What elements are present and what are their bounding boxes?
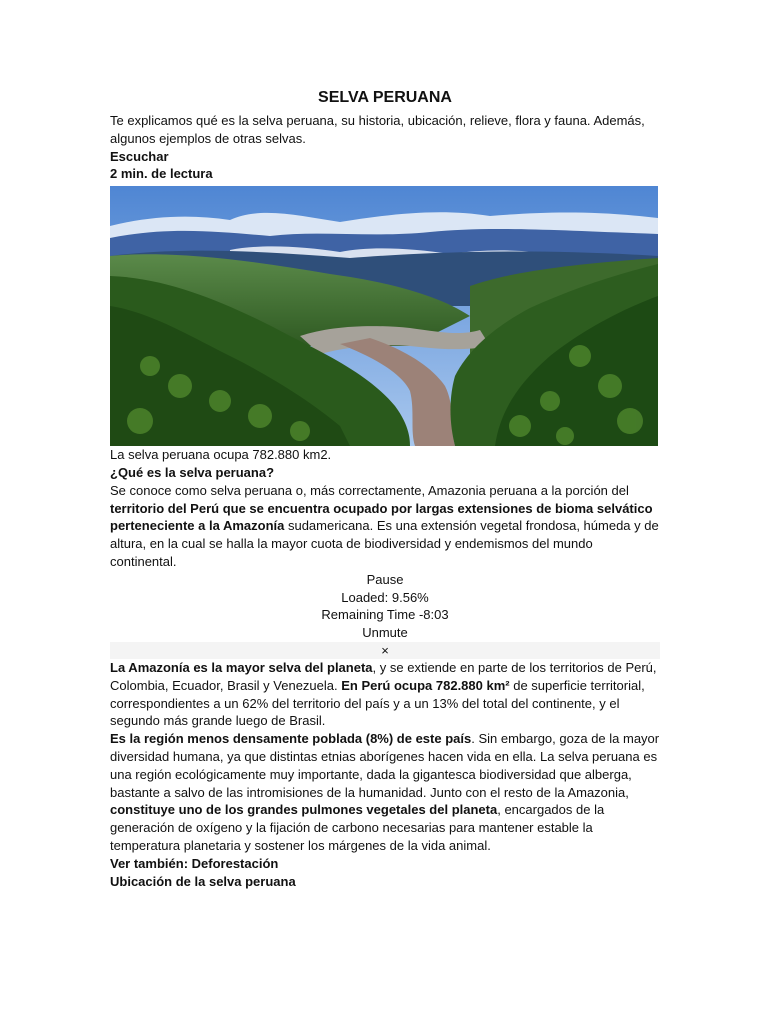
paragraph-definition: Se conoce como selva peruana o, más correctamente, Amazonia peruana a la porción del territorio del Perú que se encuentra ocupado por largas extensiones de bioma selvático perteneciente a la Amazonía sudamericana. Es una extensión vegetal frondosa, húmeda y de altura, en la cual se halla la mayor cuota de biodiversidad y endemismos del mundo continental. — [110, 482, 659, 569]
document-title: SELVA PERUANA — [318, 89, 452, 106]
remaining-time: Remaining Time -8:03 — [321, 607, 449, 623]
section-heading-what-is: ¿Qué es la selva peruana? — [110, 464, 275, 480]
amazon-landscape-image — [110, 186, 658, 446]
loaded-status: Loaded: 9.56% — [341, 589, 429, 605]
close-icon[interactable]: × — [381, 642, 389, 658]
pause-button[interactable]: Pause — [366, 571, 404, 587]
video-player-controls — [110, 571, 660, 659]
unmute-button[interactable]: Unmute — [362, 625, 408, 641]
see-also-link[interactable]: Ver también: Deforestación — [110, 855, 279, 871]
image-caption: La selva peruana ocupa 782.880 km2. — [110, 447, 332, 463]
paragraph-population: Es la región menos densamente poblada (8%) de este país. Sin embargo, goza de la mayor diversidad humana, ya que distintas etnias aborígenes hacen vida en ella. La selva peruana es una región ecológicamente muy importante, dada la gigantesca biodiversidad que alberga, bastante a salvo de las intromisiones de la humanidad. Junto con el resto de la Amazonia, constituye uno de los grandes pulmones vegetales del planeta, encargados de la generación de oxígeno y la fijación de carbono necesarias para mantener estable la temperatura planetaria y sostener los márgenes de la vida animal. — [110, 731, 660, 853]
section-heading-location: Ubicación de la selva peruana — [110, 873, 296, 889]
document-column — [110, 88, 660, 890]
intro-text: Te explicamos qué es la selva peruana, su historia, ubicación, relieve, flora y fauna. Además, algunos ejemplos de otras selvas. — [110, 113, 645, 146]
listen-link[interactable]: Escuchar — [110, 148, 169, 164]
read-time: 2 min. de lectura — [110, 166, 213, 182]
paragraph-amazonia: La Amazonía es la mayor selva del planeta, y se extiende en parte de los territorios de Perú, Colombia, Ecuador, Brasil y Venezuela. En Perú ocupa 782.880 km² de superficie territorial, correspondientes a un 62% del territorio del país y a un 13% del total del continente, y el segundo más grande luego de Brasil. — [110, 659, 657, 729]
